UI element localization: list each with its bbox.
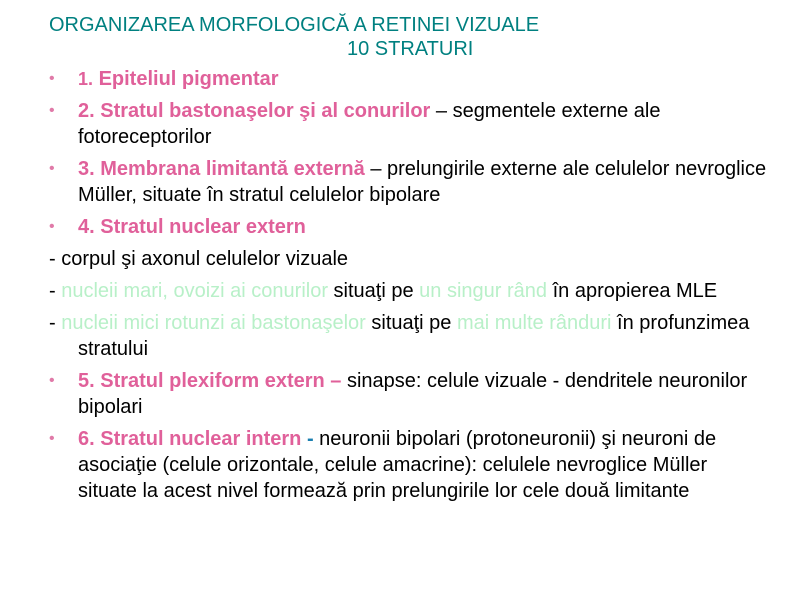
highlight-text: un singur rând — [419, 280, 548, 302]
item-text: în apropierea MLE — [547, 280, 718, 302]
layer-list — [49, 66, 769, 510]
list-item-corpul-axonul — [49, 246, 769, 272]
item-text: situaţi pe — [365, 312, 457, 334]
item-text: situaţi pe — [328, 280, 420, 302]
list-item-stratul-nuclear-intern — [49, 426, 769, 504]
item-heading: 6. Stratul nuclear intern — [78, 428, 302, 450]
list-item-nucleii-bastonaselor — [49, 310, 769, 362]
highlight-text: nucleii mari, ovoizi ai conurilor — [61, 280, 328, 302]
list-item-epiteliul-pigmentar — [49, 66, 769, 92]
slide-title-line2: 10 STRATURI — [347, 38, 474, 60]
list-item-stratul-bastonaselor — [49, 98, 769, 150]
list-item-nucleii-conurilor — [49, 278, 769, 304]
item-text: – prelungirile externe ale celulelor nevroglice Müller, situate în stratul celulelor bipolare — [78, 158, 767, 206]
item-text: neuronii bipolari (protoneuronii) şi neuroni de asociaţie (celule orizontale, celule amacrine): celulele nevroglice Müller situate la acest nivel formează prin prelungirile lor cele două limitante — [78, 428, 717, 502]
highlight-text: nucleii mici rotunzi ai bastonaşelor — [61, 312, 366, 334]
list-item-stratul-plexiform-extern — [49, 368, 769, 420]
highlight-text: mai multe rânduri — [456, 312, 612, 334]
item-text: - corpul şi axonul celulelor vizuale — [49, 248, 349, 270]
item-text: în profunzimea stratului — [78, 312, 750, 360]
item-heading: 4. Stratul nuclear extern — [78, 216, 306, 238]
item-text: sinapse: celule vizuale - dendritele neuronilor bipolari — [78, 370, 748, 418]
item-separator: - — [301, 428, 314, 450]
item-heading: 3. Membrana limitantă externă — [78, 158, 365, 180]
item-heading: Epiteliul pigmentar — [93, 68, 279, 90]
list-item-membrana-limitanta — [49, 156, 769, 208]
item-prefix: - — [49, 312, 62, 334]
item-text: – segmentele externe ale fotoreceptorilor — [78, 100, 661, 148]
item-prefix: - — [49, 280, 62, 302]
item-heading: 2. Stratul bastonaşelor şi al conurilor — [78, 100, 431, 122]
slide-title-line1: ORGANIZAREA MORFOLOGICĂ A RETINEI VIZUALE — [49, 14, 540, 36]
item-number: 1. — [78, 69, 94, 89]
slide-title — [49, 13, 749, 61]
item-heading: 5. Stratul plexiform extern – — [78, 370, 342, 392]
list-item-stratul-nuclear-extern — [49, 214, 769, 240]
